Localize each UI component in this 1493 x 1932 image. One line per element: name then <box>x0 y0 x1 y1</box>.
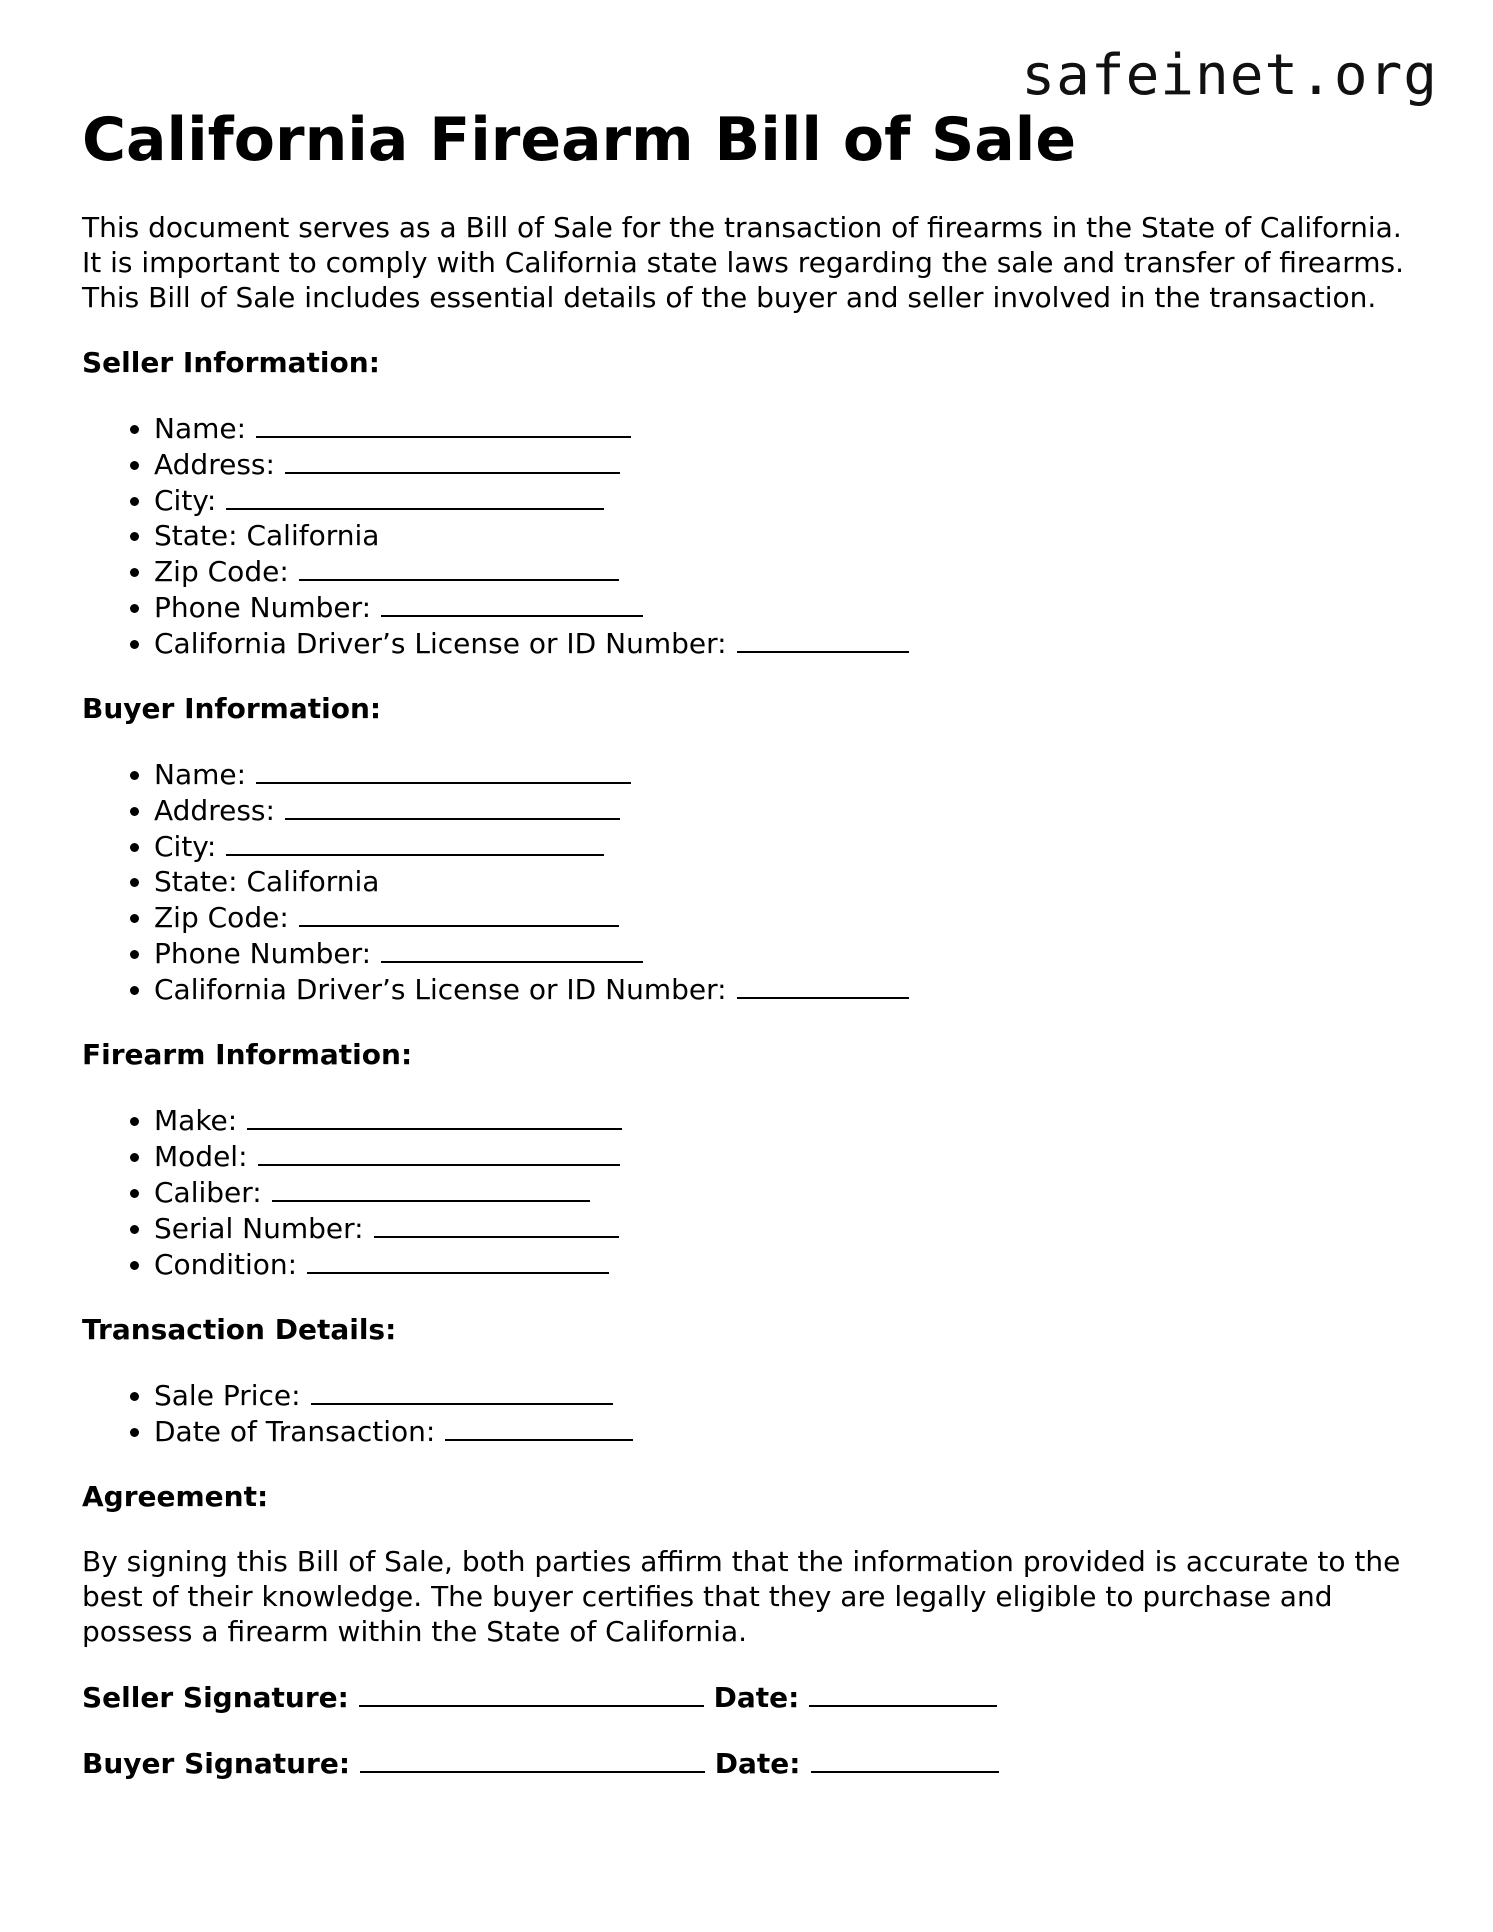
seller-name-field: • Name: <box>154 410 1422 446</box>
buyer-signature-line <box>82 1745 1422 1781</box>
buyer-state-field: • State: California <box>154 864 1422 899</box>
document-title: California Firearm Bill of Sale <box>82 105 1077 175</box>
seller-address-field: • Address: <box>154 446 1422 482</box>
firearm-condition-blank[interactable] <box>307 1246 609 1274</box>
firearm-section-heading: Firearm Information: <box>82 1038 413 1071</box>
buyer-name-field: • Name: <box>154 756 1422 792</box>
seller-zip-blank[interactable] <box>299 553 619 581</box>
buyer-license-blank[interactable] <box>737 971 909 999</box>
buyer-date-blank[interactable] <box>811 1745 999 1773</box>
transaction-field-list <box>82 1377 1422 1449</box>
watermark-text: safeinet.org <box>1021 43 1438 108</box>
seller-signature-blank[interactable] <box>359 1679 704 1707</box>
transaction-section-heading: Transaction Details: <box>82 1313 397 1346</box>
firearm-model-field: • Model: <box>154 1138 1422 1174</box>
firearm-condition-field: • Condition: <box>154 1246 1422 1282</box>
firearm-serial-field: • Serial Number: <box>154 1210 1422 1246</box>
sale-price-blank[interactable] <box>311 1377 613 1405</box>
buyer-license-field: • California Driver’s License or ID Number: <box>154 971 1422 1007</box>
seller-signature-label: Seller Signature: <box>82 1681 349 1714</box>
buyer-address-blank[interactable] <box>285 792 620 820</box>
agreement-paragraph: By signing this Bill of Sale, both parties affirm that the information provided is accurate to the best of their knowledge. The buyer certifies that they are legally eligible to purchase and possess a firearm within the State of California. <box>82 1545 1401 1648</box>
seller-address-blank[interactable] <box>285 446 620 474</box>
seller-date-label: Date: <box>713 1681 800 1714</box>
buyer-zip-blank[interactable] <box>299 899 619 927</box>
seller-phone-field: • Phone Number: <box>154 589 1422 625</box>
seller-name-blank[interactable] <box>256 410 631 438</box>
buyer-city-field: • City: <box>154 828 1422 864</box>
buyer-name-blank[interactable] <box>256 756 631 784</box>
buyer-section-heading: Buyer Information: <box>82 692 382 725</box>
firearm-caliber-field: • Caliber: <box>154 1174 1422 1210</box>
sale-price-field: • Sale Price: <box>154 1377 1422 1413</box>
firearm-serial-blank[interactable] <box>374 1210 619 1238</box>
buyer-zip-field: • Zip Code: <box>154 899 1422 935</box>
buyer-date-label: Date: <box>714 1747 801 1780</box>
transaction-date-blank[interactable] <box>445 1413 633 1441</box>
buyer-phone-field: • Phone Number: <box>154 935 1422 971</box>
buyer-signature-blank[interactable] <box>360 1745 705 1773</box>
firearm-field-list <box>82 1102 1422 1282</box>
seller-zip-field: • Zip Code: <box>154 553 1422 589</box>
buyer-signature-label: Buyer Signature: <box>82 1747 351 1780</box>
buyer-city-blank[interactable] <box>226 828 604 856</box>
seller-license-blank[interactable] <box>737 625 909 653</box>
buyer-phone-blank[interactable] <box>381 935 643 963</box>
seller-city-blank[interactable] <box>226 482 604 510</box>
seller-signature-line <box>82 1679 1422 1715</box>
buyer-field-list <box>82 756 1422 1007</box>
transaction-date-field: • Date of Transaction: <box>154 1413 1422 1449</box>
firearm-make-field: • Make: <box>154 1102 1422 1138</box>
seller-city-field: • City: <box>154 482 1422 518</box>
firearm-caliber-blank[interactable] <box>272 1174 590 1202</box>
firearm-model-blank[interactable] <box>258 1138 620 1166</box>
seller-section-heading: Seller Information: <box>82 346 380 379</box>
seller-field-list <box>82 410 1422 661</box>
buyer-address-field: • Address: <box>154 792 1422 828</box>
document-body <box>82 100 1422 1781</box>
seller-date-blank[interactable] <box>809 1679 997 1707</box>
agreement-section-heading: Agreement: <box>82 1480 269 1513</box>
firearm-make-blank[interactable] <box>247 1102 622 1130</box>
seller-license-field: • California Driver’s License or ID Number: <box>154 625 1422 661</box>
seller-state-field: • State: California <box>154 518 1422 553</box>
seller-phone-blank[interactable] <box>381 589 643 617</box>
intro-paragraph: This document serves as a Bill of Sale for the transaction of firearms in the State of California. It is important to comply with California state laws regarding the sale and transfer of firearms. This Bill of Sale includes essential details of the buyer and seller involved in the transaction. <box>82 211 1404 314</box>
